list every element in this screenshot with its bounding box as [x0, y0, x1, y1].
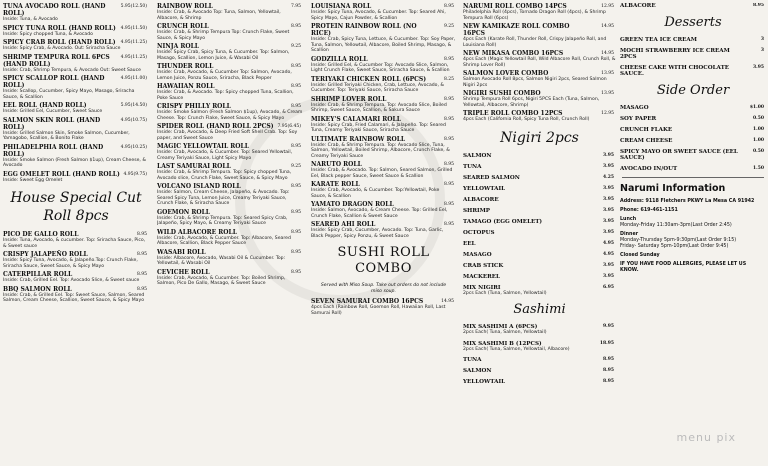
menu-item-name: YAMATO DRAGON ROLL [311, 201, 394, 208]
menu-item-name: CREAM CHEESE [620, 138, 673, 144]
menu-item-description: Inside: Albacore, Avocado, Wasabi Oil & Cucumber. Top: Yellowtail, & Wasabi Oil [157, 255, 286, 266]
menu-item-name: MACKEREL [463, 273, 500, 280]
menu-item-price: 8.95 [290, 144, 301, 149]
menu-item-name: SEARED AHI ROLL [311, 221, 376, 228]
menu-item [311, 298, 456, 316]
menu-item [620, 65, 766, 77]
menu-item-name: MOCHI STRAWBERRY ICE CREAM 2PCS [620, 48, 730, 60]
menu-item-description: Philadelphia Roll (4pcs), Tornado Dragon Roll (4pcs), & Shrimp Tempura Roll (6pcs) [463, 10, 606, 21]
menu-item-name: TUNA [463, 357, 482, 363]
menu-item [620, 166, 766, 172]
menu-item [463, 379, 616, 385]
menu-item-price: 13.95 [601, 91, 614, 96]
menupix-watermark: menu pix [676, 431, 736, 444]
menu-item [3, 102, 149, 115]
menu-item-name: SPICY MAYO OR SWEET SAUCE (EEL SAUCE) [620, 149, 738, 161]
menu-item-price: 4.25 [603, 174, 614, 180]
menu-item-name: LAST SAMURAI ROLL [157, 163, 231, 170]
desserts-heading: Desserts [664, 15, 722, 30]
menu-item [3, 54, 149, 74]
menu-item-price: 6.95 [603, 284, 614, 290]
menu-item-name: GREEN TEA ICE CREAM [620, 37, 697, 43]
menu-item-price: 8.95 [290, 64, 301, 69]
menu-item-price: 8.95 [443, 202, 454, 207]
menu-item-name: MIKEY'S CALAMARI ROLL [311, 115, 401, 123]
menu-column-5 [620, 3, 766, 466]
menu-item-description: Inside: Tuna, & Avocado [3, 17, 58, 22]
menu-item [157, 143, 303, 161]
menu-item [620, 149, 766, 161]
menu-item [157, 63, 303, 81]
lunch-label: Lunch [620, 217, 637, 222]
menu-item-description: Inside: Grilled Salmon Skin, Smoke Salmon, Cucumber, Yamagobo, Scallion, & Bonito Flake [3, 130, 130, 141]
menu-item-description: Salmon Avocado Roll 8pcs, Salmon Nigiri 2pcs, Seared Salmon Nigiri 2pcs [463, 77, 607, 88]
menu-item [157, 23, 303, 41]
menu-item-name: NARUTO ROLL [311, 161, 362, 168]
menu-item [311, 181, 456, 199]
menu-item [311, 221, 456, 239]
menu-item-name: TUNA [463, 163, 482, 170]
menu-item [311, 201, 456, 219]
menu-item-description: Inside: Salmon, Cream Cheese, Jalapeño, & Avocado. Top: Seared Spicy Tuna, Lemon Juice, Creamy Teriyaki Sauce, Crunch Flake, & Sriracha Sauce [157, 190, 290, 206]
menu-item [3, 117, 149, 142]
menu-item-price: 9.25 [290, 164, 301, 169]
menu-item-price: 3.95 [753, 65, 764, 70]
menu-item-price: 3.95 [603, 207, 614, 213]
menu-item-name: YELLOWTAIL [463, 379, 506, 385]
menu-item-description: Inside: Smoke Salmon (Fresh Salmon $1up), Avocado, & Cream Cheese. Top: Crunch Flake, Sweet Sauce, & Spicy Mayo [157, 110, 303, 121]
menu-item [463, 208, 616, 214]
menu-item-description: Inside: Grilled Teriyaki Chicken, Crab, Lettuce, Avocado, & Cucumber. Top: Teriyaki Sauce, Sriracha Sauce [311, 82, 444, 93]
menu-item-price: 18.95 [599, 340, 614, 346]
menu-item [463, 110, 616, 123]
menu-item-price: 0.50 [753, 149, 764, 154]
allergy-note: IF YOU HAVE FOOD ALLERGIES, PLEASE LET US KNOW. [620, 262, 747, 273]
menu-item-price: 8.25 [443, 76, 454, 82]
menu-item-name: MIX SASHIMI A (6PCS) [463, 324, 538, 330]
menu-item [157, 163, 303, 181]
menu-item-description: 4pcs Each (California Roll, Spicy Tuna Roll, Crunch Roll) [463, 117, 590, 122]
menu-item-name: NEW KAMIKAZE ROLL COMBO 16PCS [463, 23, 570, 37]
menu-item [463, 285, 616, 297]
menu-item-description: Inside: Crab, Avocado, & Cucumber. Top: Boiled Shrimp, Salmon, Pico De Gallo, Masago, & Sweet Sauce [157, 275, 286, 286]
menu-item-price: 4.95(9.75) [123, 171, 147, 177]
menu-item-price: 8.95 [290, 24, 301, 29]
menu-item-price: 13.95 [601, 71, 614, 76]
menu-item-price: 14.95 [601, 51, 614, 56]
menu-item-price: 0.50 [753, 116, 764, 121]
menu-item-price: 14.95 [601, 24, 614, 29]
menu-item-name: YELLOWTAIL [463, 185, 506, 192]
info-address: Address: 9118 Fletchers PKWY La Mesa CA 91942 [620, 199, 755, 204]
menu-item-price: 3.95 [603, 185, 614, 191]
menu-item-price: 3 [760, 37, 764, 42]
house-special-heading: House Special Cut Roll 8pcs [10, 190, 142, 224]
menu-item [157, 3, 303, 21]
menu-item-price: 12.95 [601, 111, 614, 116]
menu-item-price: $1.00 [749, 105, 764, 110]
menu-item [463, 263, 616, 269]
menu-item-price: 3.95 [603, 262, 614, 268]
menu-item-price: 8.95 [136, 252, 147, 257]
menu-item-price: 1.00 [753, 127, 764, 132]
menu-item-name: EGG OMELET ROLL (HAND ROLL) [3, 170, 120, 178]
menu-item [620, 105, 766, 111]
menu-item [311, 96, 456, 114]
menu-item-name: THUNDER ROLL [157, 63, 214, 70]
menu-item-price: 8.95 [290, 184, 301, 189]
menu-item [620, 48, 766, 60]
menu-item-name: MIX SASHIMI B (12PCS) [463, 340, 542, 347]
menu-item [3, 171, 149, 184]
menu-item-description: 4pcs Each (Magic Yellowtail Roll, Wild Albacore Roll, Crunch Roll, & Shrimp Lover Roll) [463, 57, 616, 68]
menu-item-price: 8.95 [290, 84, 301, 89]
menu-item-name: PROTEIN RAINBOW ROLL (NO RICE) [311, 23, 417, 37]
menu-item-price: 4.95(11.25) [120, 54, 147, 60]
menu-item-name: WASABI ROLL [157, 248, 206, 256]
menu-item-price: 14.95 [441, 299, 454, 304]
menu-item-price: 8.95 [136, 232, 147, 237]
menu-item-price: 8.95 [290, 104, 301, 109]
menu-item [463, 50, 616, 68]
menu-item-description: Inside: Spicy Crab, Spicy Tuna, & Cucumber. Top: Salmon, Masago, Scallion, Lemon Juice, & Wasabi Oil [157, 50, 290, 61]
menu-item-description: Inside: Spicy Crab, Fried Calamari, & Jalapeño. Top: Seared Tuna, Creamy Teriyaki Sauce, Sriracha Sauce [311, 122, 446, 133]
menu-item-description: Inside: Crab, & Shrimp Tempura. Top: Avocado Slice, Boiled Shrimp, Sweet Sauce, Scallion, & Sakura Sauce [311, 102, 447, 113]
menu-item-price: 8.95 [443, 222, 454, 227]
menu-item-name: CATERPILLAR ROLL [3, 271, 73, 278]
menu-item-price: 4.95(11.25) [120, 40, 147, 45]
sushi-combo-heading: SUSHI ROLL COMBO [337, 245, 430, 276]
menu-item-price: 9.25 [290, 44, 301, 49]
menu-item-description: Inside: Spicy Tuna, Avocado, & Jalapeño.Top: Crunch Flake, Sriracha Sauce, Sweet Sauce, & Spicy Mayo [3, 258, 138, 269]
menu-item-price: 5.95(12.50) [120, 4, 147, 9]
albacore-sashimi-item: ALBACORE 8.95 [620, 3, 764, 9]
menu-item [463, 197, 616, 203]
menu-item-price: 8.95 [136, 286, 147, 292]
menu-item [311, 56, 456, 74]
menu-item-name: SPICY CRAB ROLL (HAND ROLL) [3, 39, 116, 46]
menu-item-description: Inside: Scallop, Cucumber, Spicy Mayo, Masago, Sriracha Sauce, & Scallion [3, 89, 135, 100]
menu-item [157, 229, 303, 247]
menu-item-description: Inside: Crab, & Avocado. Top: Salmon, Seared Salmon, Grilled Eel, Black pepper Sauce, Sweet Sauce & Scallion [311, 168, 453, 179]
menu-item [463, 3, 616, 21]
menu-item-price: 8.95 [443, 56, 454, 62]
menu-item [463, 324, 616, 336]
menu-item-price: 3.95 [603, 163, 614, 169]
menu-item-description: Inside: Crab, Grilled Eel. Top: Avocado Slice, & Sweet sauce [3, 278, 140, 283]
menu-item-description: Inside: Crab, Avocado, & Cucumber. Top:Yellowtail, Poke Sauce, & Scallion [311, 188, 440, 199]
dinner-hours-weekday: Monday-Thursday 5pm-9:30pm(Last Order 9:15) [620, 238, 737, 243]
menu-item-description: Inside: Crab, Shrimp Tempura, & Avocado Out: Sweet Sauce [3, 67, 141, 73]
sashimi-heading: Sashimi [513, 302, 566, 317]
menu-item-name: SHRIMP TEMPURA ROLL 6PCS (HAND ROLL) [3, 53, 110, 68]
menu-item [311, 3, 456, 21]
menu-item [463, 368, 616, 374]
menu-item-name: ALBACORE [463, 196, 499, 203]
menu-item-name: NINJA ROLL [157, 43, 200, 50]
menu-item [463, 70, 616, 88]
menu-item [463, 219, 616, 225]
menu-item [157, 83, 303, 101]
menu-item-name: CRUNCH FLAKE [620, 127, 673, 133]
menu-item-name: SEARED SALMON [463, 174, 520, 181]
menu-item [157, 269, 303, 287]
menu-item [620, 127, 766, 133]
menu-item-description: Inside: Smoke Salmon (Fresh Salmon $1up), Cream Cheese, & Avocado [3, 157, 146, 168]
menu-item-price: 4.95(10.75) [120, 117, 147, 123]
menu-item [620, 37, 766, 43]
menu-item [463, 23, 616, 48]
menu-item-price: 3.95 [603, 196, 614, 202]
menu-item [463, 90, 616, 108]
menu-item-price: 8.95 [443, 96, 454, 102]
menu-item-description: Inside: Crab, Avocado, & Cucumber. Top: Albacore, Seared Albacore, Scallion, Black Pepper Sauce [157, 235, 291, 246]
menu-item-description: Inside: Crab, & Grilled Eel. Top: Sweet Sauce, Salmon, Seared Salmon, Cream Cheese, Scallion, Sweet Sauce, & Spicy Mayo [3, 292, 145, 303]
menu-item-name: TRIPLE ROLL COMBO 12PCS [463, 110, 563, 117]
lunch-hours: Monday-Friday 11:30am-3pm(Last Order 2:45) [620, 223, 732, 228]
menu-item-description: Inside: Grilled Eel, Cucumber, Sweet Sauce [3, 109, 103, 114]
menu-item-price: 1.50 [753, 166, 764, 171]
menu-item-description: Inside: Crab, Avocado, & Cucumber. Top: Seared Yellowtail, Creamy Teriyaki Sauce, Light Spicy Mayo [157, 150, 293, 161]
menu-item-description: 4pcs Each (Rainbow Roll, Goemon Roll, Hawaiian Roll, Last Samurai Roll) [311, 305, 446, 316]
menu-item-name: TAMAGO (EGG OMELET) [463, 218, 543, 225]
menu-item-price: 8.95 [603, 368, 614, 373]
menu-item-price: 4.95(11.50) [120, 25, 147, 31]
menu-item [620, 116, 766, 122]
menu-item-description: Inside: Salmon, Avocado, & Cream Cheese. Top: Grilled Eel, Crunch Flake, Scallion & Sweet Sauce [311, 208, 448, 219]
menu-item-price: 8.95 [603, 379, 614, 384]
menu-item [157, 43, 303, 61]
menu-item-price: 1.00 [753, 138, 764, 143]
menu-item-price: 3.95 [603, 152, 614, 158]
menu-item [463, 357, 616, 363]
menu-item-name: SEVEN SAMURAI COMBO 16PCS [311, 298, 424, 305]
menu-item-description: Inside: Grilled Eel, & Cucumber Top: Avocado Slice, Salmon, Light Crunch Flake, Sweet Sauce, Sriracha Sauce, & Scallion [311, 62, 450, 73]
menu-column-4 [463, 3, 616, 466]
menu-item-name: MASAGO [620, 105, 649, 111]
menu-item [463, 164, 616, 170]
menu-item-name: SPIDER ROLL (HAND ROLL 2PCS) [157, 123, 274, 130]
menu-item-name: AVOCADO IN/OUT [620, 166, 678, 172]
menu-item-description: Inside: Crab, & Avocado. Top: Spicy chopped Tuna, Scallion, Poke Sauce [157, 90, 294, 101]
menu-item-description: Inside: Sweet Egg Omelet [3, 177, 63, 183]
menu-item [157, 183, 303, 207]
menu-item [311, 116, 456, 134]
menu-item-name: CEVICHE ROLL [157, 268, 210, 276]
menu-item [311, 76, 456, 94]
menu-item-name: GOEMON ROLL [157, 208, 211, 216]
menu-item-price: 3 [760, 48, 764, 53]
menu-item-price: 4.95 [603, 240, 614, 246]
menu-item-name: GODZILLA ROLL [311, 55, 368, 63]
menu-item-name: OCTOPUS [463, 229, 495, 236]
menu-item-description: Inside: Spicy Crab, Cucumber, Avocado. Top: Tuna, Garlic, Black Pepper, Spicy Ponzu, & Sweet Sauce [311, 228, 444, 239]
menu-item-name: WILD ALBACORE ROLL [157, 228, 237, 236]
menu-item [3, 231, 149, 249]
menu-item-description: Inside: Crab, Avocado, & Cucumber Top: Salmon, Avocado, Lemon Juice, Ponzu Sauce, Sriracha, Black Pepper [157, 70, 292, 81]
nigiri-heading: Nigiri 2pcs [500, 129, 579, 146]
menu-item-name: VOLCANO ISLAND ROLL [157, 183, 241, 190]
menu-item-name: CRISPY PHILLY ROLL [157, 103, 231, 110]
menu-item-name: BBQ SALMON ROLL [3, 285, 72, 293]
menu-item-name: NIGIRI SUSHI COMBO [463, 90, 541, 97]
menu-item-price: 8.95 [290, 249, 301, 255]
menu-item-price: 4.95(10.25) [120, 144, 147, 150]
menu-item [3, 271, 149, 284]
menu-item-description: Inside: Crab, Avocado, & Deep Fried Soft Shell Crab. Top: Soy paper, and Sweet Sauce [157, 130, 298, 141]
menu-item [463, 241, 616, 247]
menu-item [620, 138, 766, 144]
menu-item [463, 175, 616, 181]
menu-item-name: TERIYAKI CHICKEN ROLL (6PCS) [311, 75, 427, 83]
menu-item [3, 3, 149, 23]
menu-item-name: MAGIC YELLOWTAIL ROLL [157, 143, 249, 150]
menu-item-name: HAWAIIAN ROLL [157, 83, 215, 90]
menu-item-price: 8.95 [443, 136, 454, 142]
menu-item [3, 39, 149, 52]
menu-item [311, 136, 456, 160]
menu-item [157, 249, 303, 267]
menu-item-name: SPICY TUNA ROLL (HAND ROLL) [3, 24, 116, 32]
menu-item-name: LOUISIANA ROLL [311, 3, 372, 10]
menu-item-description: Inside: Crab, & Shrimp Tempura Top: Crunch Flake, Sweet Sauce, & Spicy Mayo [157, 30, 290, 41]
menu-item-name: PHILADELPHIA ROLL (HAND ROLL) [3, 143, 104, 158]
menu-item-price: 5.95(14.50) [120, 103, 147, 108]
menu-column-2 [157, 3, 303, 466]
menu-item-name: CRAB STICK [463, 262, 504, 269]
menu-item [463, 186, 616, 192]
menu-item-price: 12.95 [601, 4, 614, 9]
menu-item-price: 3.95 [603, 218, 614, 224]
combo-note: Served with Miso Soup. Take out orders do not include miso soup. [320, 283, 447, 294]
menu-item [157, 209, 303, 227]
menu-item-name: EEL [463, 240, 476, 247]
menu-item [3, 144, 149, 169]
menu-item-name: SOY PAPER [620, 116, 657, 122]
info-title: Narumi Information [620, 183, 726, 194]
menu-item-price: 8.95 [290, 209, 301, 215]
menu-item [463, 341, 616, 353]
menu-item-price: 8.95 [136, 272, 147, 277]
menu-item-description: Inside: Crab, & Shrimp Tempura. Top: Avocado Slice, Tuna, Salmon, Yellowtail, Boiled Shrimp, Albacore, Crunch Flake, & Creamy Teriyaki Sauce [311, 142, 450, 159]
menu-item-name: MIX NIGIRI [463, 284, 501, 291]
menu-item-name: CHEESE CAKE WITH CHOCOLATE SAUCE. [620, 65, 730, 77]
menu-item-name: SALMON SKIN ROLL (HAND ROLL) [3, 116, 101, 131]
menu-item-price: 7.95(6.45) [277, 124, 301, 129]
menu-item-name: KARATE ROLL [311, 181, 360, 188]
menu-item-price: 8.95 [443, 162, 454, 167]
menu-item-price: 8.95 [290, 269, 301, 275]
menu-item-name: SHRIMP [463, 207, 490, 214]
menu-item-description: 2pcs Each( Tuna, Salmon, Yellowtail, Albacore) [463, 346, 570, 352]
menu-item-name: ULTIMATE RAINBOW ROLL [311, 135, 406, 143]
menu-item-price: 9.95 [603, 324, 614, 329]
menu-item-name: TUNA AVOCADO ROLL (HAND ROLL) [3, 3, 106, 17]
menu-item [463, 153, 616, 159]
menu-item-price: 8.95 [290, 229, 301, 235]
menu-item-description: Inside: Crab, & Shrimp Tempura. Top: Spicy chopped Tuna, Avocado slice, Crunch Flake, Sweet Sauce, & Spicy Mayo [157, 170, 292, 181]
menu-item-description: Inside: Crab, Spicy Tuna, Lettuce, & Cucumber. Top: Soy Paper, Tuna, Salmon, Yellowtail, Albacore, Boiled Shrimp, Masago, & Scallion [311, 37, 456, 53]
menu-item-name: CRUNCH ROLL [157, 23, 209, 30]
menu-item-description: Inside: Tuna, Avocado, & cucumber. Top: Sriracha Sauce, Pico, & Sweet sauce [3, 238, 146, 249]
menu-item-name: SHRIMP LOVER ROLL [311, 95, 387, 103]
menu-item-description: Inside: Spicy chopped Tuna, & Avocado [3, 31, 93, 37]
dinner-hours-weekend: Friday- Saturday 5pm-10pm(Last Order 9:45) [620, 244, 729, 249]
menu-item-name: RAINBOW ROLL [157, 3, 213, 10]
menu-item [157, 103, 303, 121]
menu-item-name: SPICY SCALLOP ROLL (HAND ROLL) [3, 75, 105, 89]
menu-item-price: 8.95 [443, 182, 454, 187]
menu-item-name: SALMON [463, 368, 492, 374]
menu-item-name: NEW MIKASA COMBO 16PCS [463, 50, 564, 57]
info-phone: Phone: 619-461-1151 [620, 208, 678, 213]
menu-item-description: 2pcs Each (Tuna, Salmon, Yellowtail) [463, 290, 547, 296]
menu-item-price: 8.95 [443, 116, 454, 122]
menu-item-name: CRISPY JALAPEÑO ROLL [3, 251, 88, 258]
divider [622, 177, 764, 178]
menu-item-description: 4pcs Each (Karate Roll, Thunder Roll, Crispy Jalapeño Roll, and Louisiana Roll) [463, 37, 607, 48]
menu-item-description: Inside: Spicy Crab, & Avocado. Out: Sriracha Sauce [3, 46, 121, 51]
menu-item-price: 9.25 [443, 24, 454, 29]
menu-item-name: MASAGO [463, 251, 492, 258]
menu-item [311, 23, 456, 54]
menu-item-description: Inside: Spicy Tuna, Avocado, & Cucumber. Top: Seared Ahi, Spicy Mayo, Cajun Powder, & Scallion [311, 10, 446, 21]
menu-item [463, 274, 616, 280]
menu-item-price: 7.95 [290, 4, 301, 9]
menu-item-name: PICO DE GALLO ROLL [3, 231, 79, 238]
side-order-heading: Side Order [656, 83, 730, 98]
menu-item-name: SALMON LOVER COMBO [463, 70, 549, 77]
menu-item-price: 3.95 [603, 229, 614, 235]
menu-item-description: 2pcs Each( Tuna, Salmon, Yellowtail) [463, 330, 547, 335]
menu-item [3, 25, 149, 38]
menu-item-price: 8.95 [603, 357, 614, 362]
menu-item-price: 4.95 [603, 251, 614, 257]
menu-column-3 [311, 3, 456, 466]
menu-item [311, 161, 456, 179]
menu-item-price: 3.95 [603, 273, 614, 279]
dinner-label: Dinner [620, 232, 639, 237]
menu-item [3, 75, 149, 100]
menu-item-name: EEL ROLL (HAND ROLL) [3, 102, 87, 109]
menu-item-name: SALMON [463, 152, 492, 159]
menu-item [3, 286, 149, 304]
menu-item [463, 252, 616, 258]
menu-item-name: NARUMI ROLL COMBO 14PCS [463, 3, 567, 10]
menu-item-price: 4.95(11.00) [120, 76, 147, 81]
menu-item [3, 251, 149, 269]
menu-item [157, 123, 303, 141]
menu-column-1 [3, 3, 149, 466]
menu-item-description: Shrimp Tempura Roll 6pcs, Nigiri 5PCS Each (Tuna, Salmon, Yellowtail, Albacore, Shrimp) [463, 97, 600, 108]
menu-item-description: Inside: Crab, & Avocado Top: Tuna, Salmon, Yellowtail, Albacore, & Shrimp [157, 10, 281, 21]
closed-note: Closed Sunday [620, 253, 660, 258]
menu-item [463, 230, 616, 236]
menu-item-description: Inside: Crab, & Shrimp Tempura. Top: Seared Spicy Crab, Jalapeño, Spicy Mayo, & Creamy Teriyaki Sauce [157, 215, 288, 226]
menu-item-price: 8.95 [443, 4, 454, 9]
